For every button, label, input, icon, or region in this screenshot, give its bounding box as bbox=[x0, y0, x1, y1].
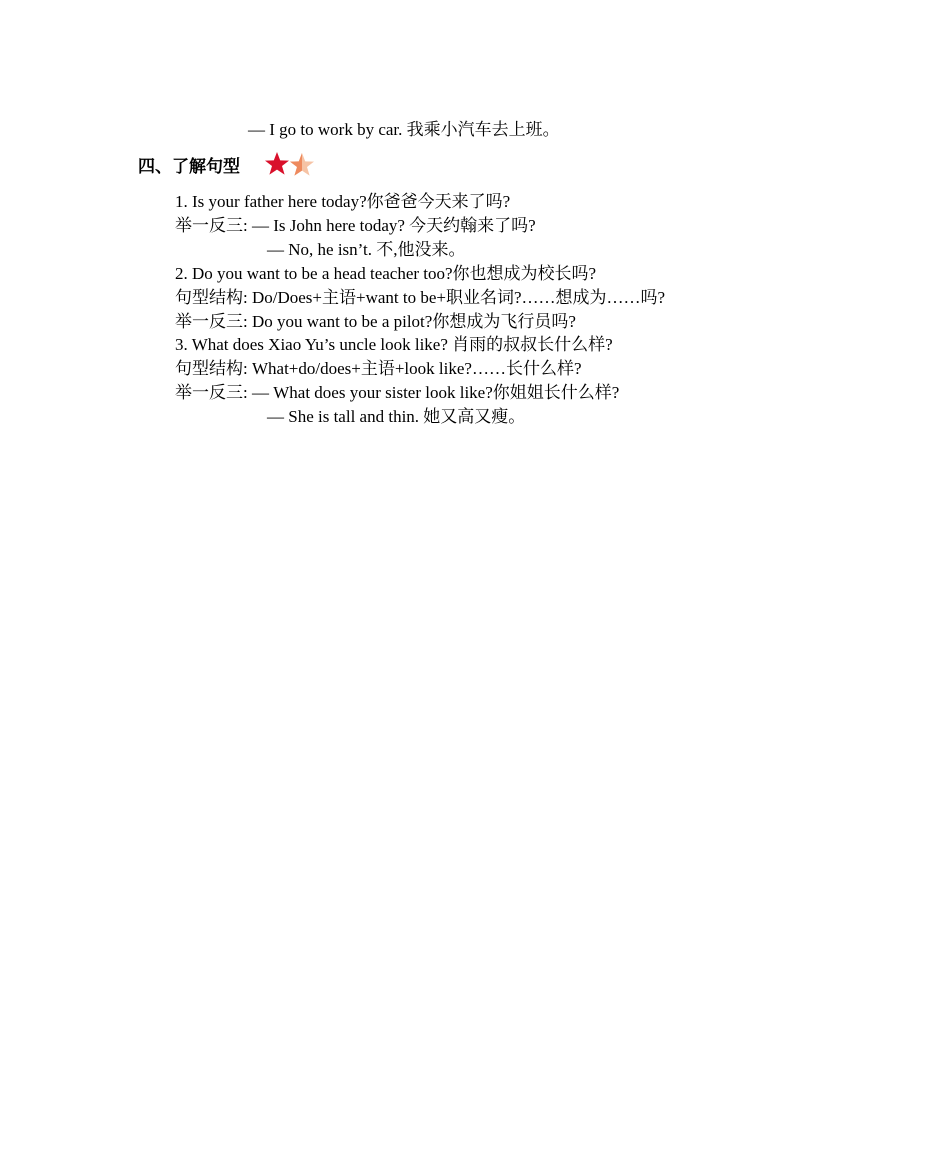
sentence-3: 3. What does Xiao Yu’s uncle look like? 肖雨的叔叔长什么样? bbox=[175, 335, 613, 354]
sentence-2: 2. Do you want to be a head teacher too?你也想成为校长吗? bbox=[175, 264, 597, 283]
sentence-1-example-question: 举一反三: — Is John here today? 今天约翰来了吗? bbox=[175, 216, 536, 235]
sentence-1: 1. Is your father here today?你爸爸今天来了吗? bbox=[175, 192, 511, 211]
difficulty-stars bbox=[264, 150, 318, 178]
section-heading: 四、了解句型 bbox=[138, 157, 240, 176]
star-filled-icon bbox=[265, 152, 289, 175]
sentence-2-example: 举一反三: Do you want to be a pilot?你想成为飞行员吗? bbox=[175, 312, 576, 331]
sentence-2-structure: 句型结构: Do/Does+主语+want to be+职业名词?……想成为……吗? bbox=[175, 288, 666, 307]
sentence-1-example-answer: — No, he isn’t. 不,他没来。 bbox=[267, 240, 466, 259]
sentence-3-structure: 句型结构: What+do/does+主语+look like?……长什么样? bbox=[175, 359, 582, 378]
example-answer-line: — I go to work by car. 我乘小汽车去上班。 bbox=[248, 120, 560, 139]
star-half-fill bbox=[290, 153, 302, 176]
sentence-3-example-question: 举一反三: — What does your sister look like?你姐姐长什么样? bbox=[175, 383, 620, 402]
sentence-3-example-answer: — She is tall and thin. 她又高又瘦。 bbox=[267, 407, 526, 426]
